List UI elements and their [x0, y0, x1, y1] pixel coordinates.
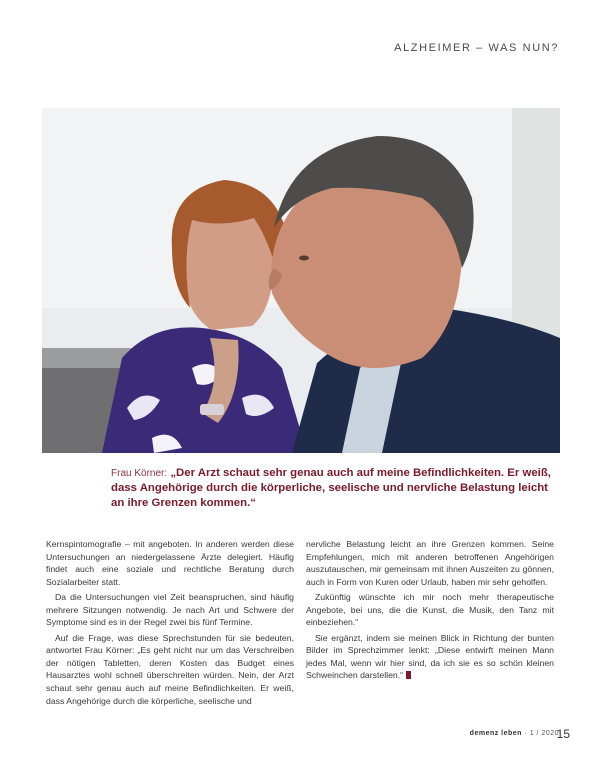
- paragraph: Sie ergänzt, indem sie meinen Blick in Richtung der bunten Bilder im Sprechzimmer lenkt: „Diese entwirft meinen Mann jedes Mal, wenn wir hier sind, da ich sie es so schön kleinen Schweinchen darstellen.“: [306, 632, 554, 681]
- caption-speaker: Frau Körner:: [111, 468, 168, 479]
- article-photo: [42, 108, 560, 453]
- paragraph: Da die Untersuchungen viel Zeit beanspruchen, sind häufig mehrere Sitzungen notwendig. Je nach Art und Schwere der Symptome sind es in der Regel zwei bis fünf Termine.: [46, 592, 294, 628]
- issue-label: · 1 / 2020: [524, 730, 559, 737]
- paragraph: Kernspintomografie – mit angeboten. In anderen werden diese Untersuchungen an niedergelassene Ärzte delegiert. Häufig findet auch eine soziale und rechtliche Beratung durch Sozialarbeiter statt.: [46, 539, 294, 587]
- page-footer: [470, 730, 559, 737]
- end-mark-icon: [406, 671, 411, 679]
- section-title: ALZHEIMER – WAS NUN?: [394, 42, 559, 54]
- paragraph: Auf die Frage, was diese Sprechstunden für sie bedeuten, antwortet Frau Körner: „Es geht nicht nur um das Verschreiben der nötigen Tabletten, deren Kosten das Budget eines Hausarztes wohl schnell überschreiten würden. Nein, der Arzt schaut sehr genau auch auf meine Befindlichkeiten. Er weiß, dass Angehörige durch die körperliche, seelische und: [46, 632, 294, 706]
- paragraph: nervliche Belastung leicht an ihre Grenzen kommen. Seine Empfehlungen, mich mit anderen betroffenen Angehörigen auszutauschen, mir gemeinsam mit ihnen Auszeiten zu gönnen, auch in Form von Kuren oder Urlaub, haben mir sehr geholfen.: [306, 539, 554, 587]
- article-column-right: [306, 538, 554, 685]
- photo-caption: [111, 466, 551, 511]
- paragraph: Zukünftig wünschte ich mir noch mehr therapeutische Angebote, bei uns, die die Kunst, die Musik, den Tanz mit einbeziehen.“: [306, 592, 554, 628]
- magazine-name: demenz leben: [469, 730, 522, 737]
- caption-quote: „Der Arzt schaut sehr genau auch auf meine Befindlichkeiten. Er weiß, dass Angehörige durch die körperliche, seelische und nervliche Belastung leicht an ihre Grenzen kommen.“: [111, 467, 551, 509]
- page-number: 15: [556, 727, 570, 741]
- article-column-left: [46, 538, 294, 710]
